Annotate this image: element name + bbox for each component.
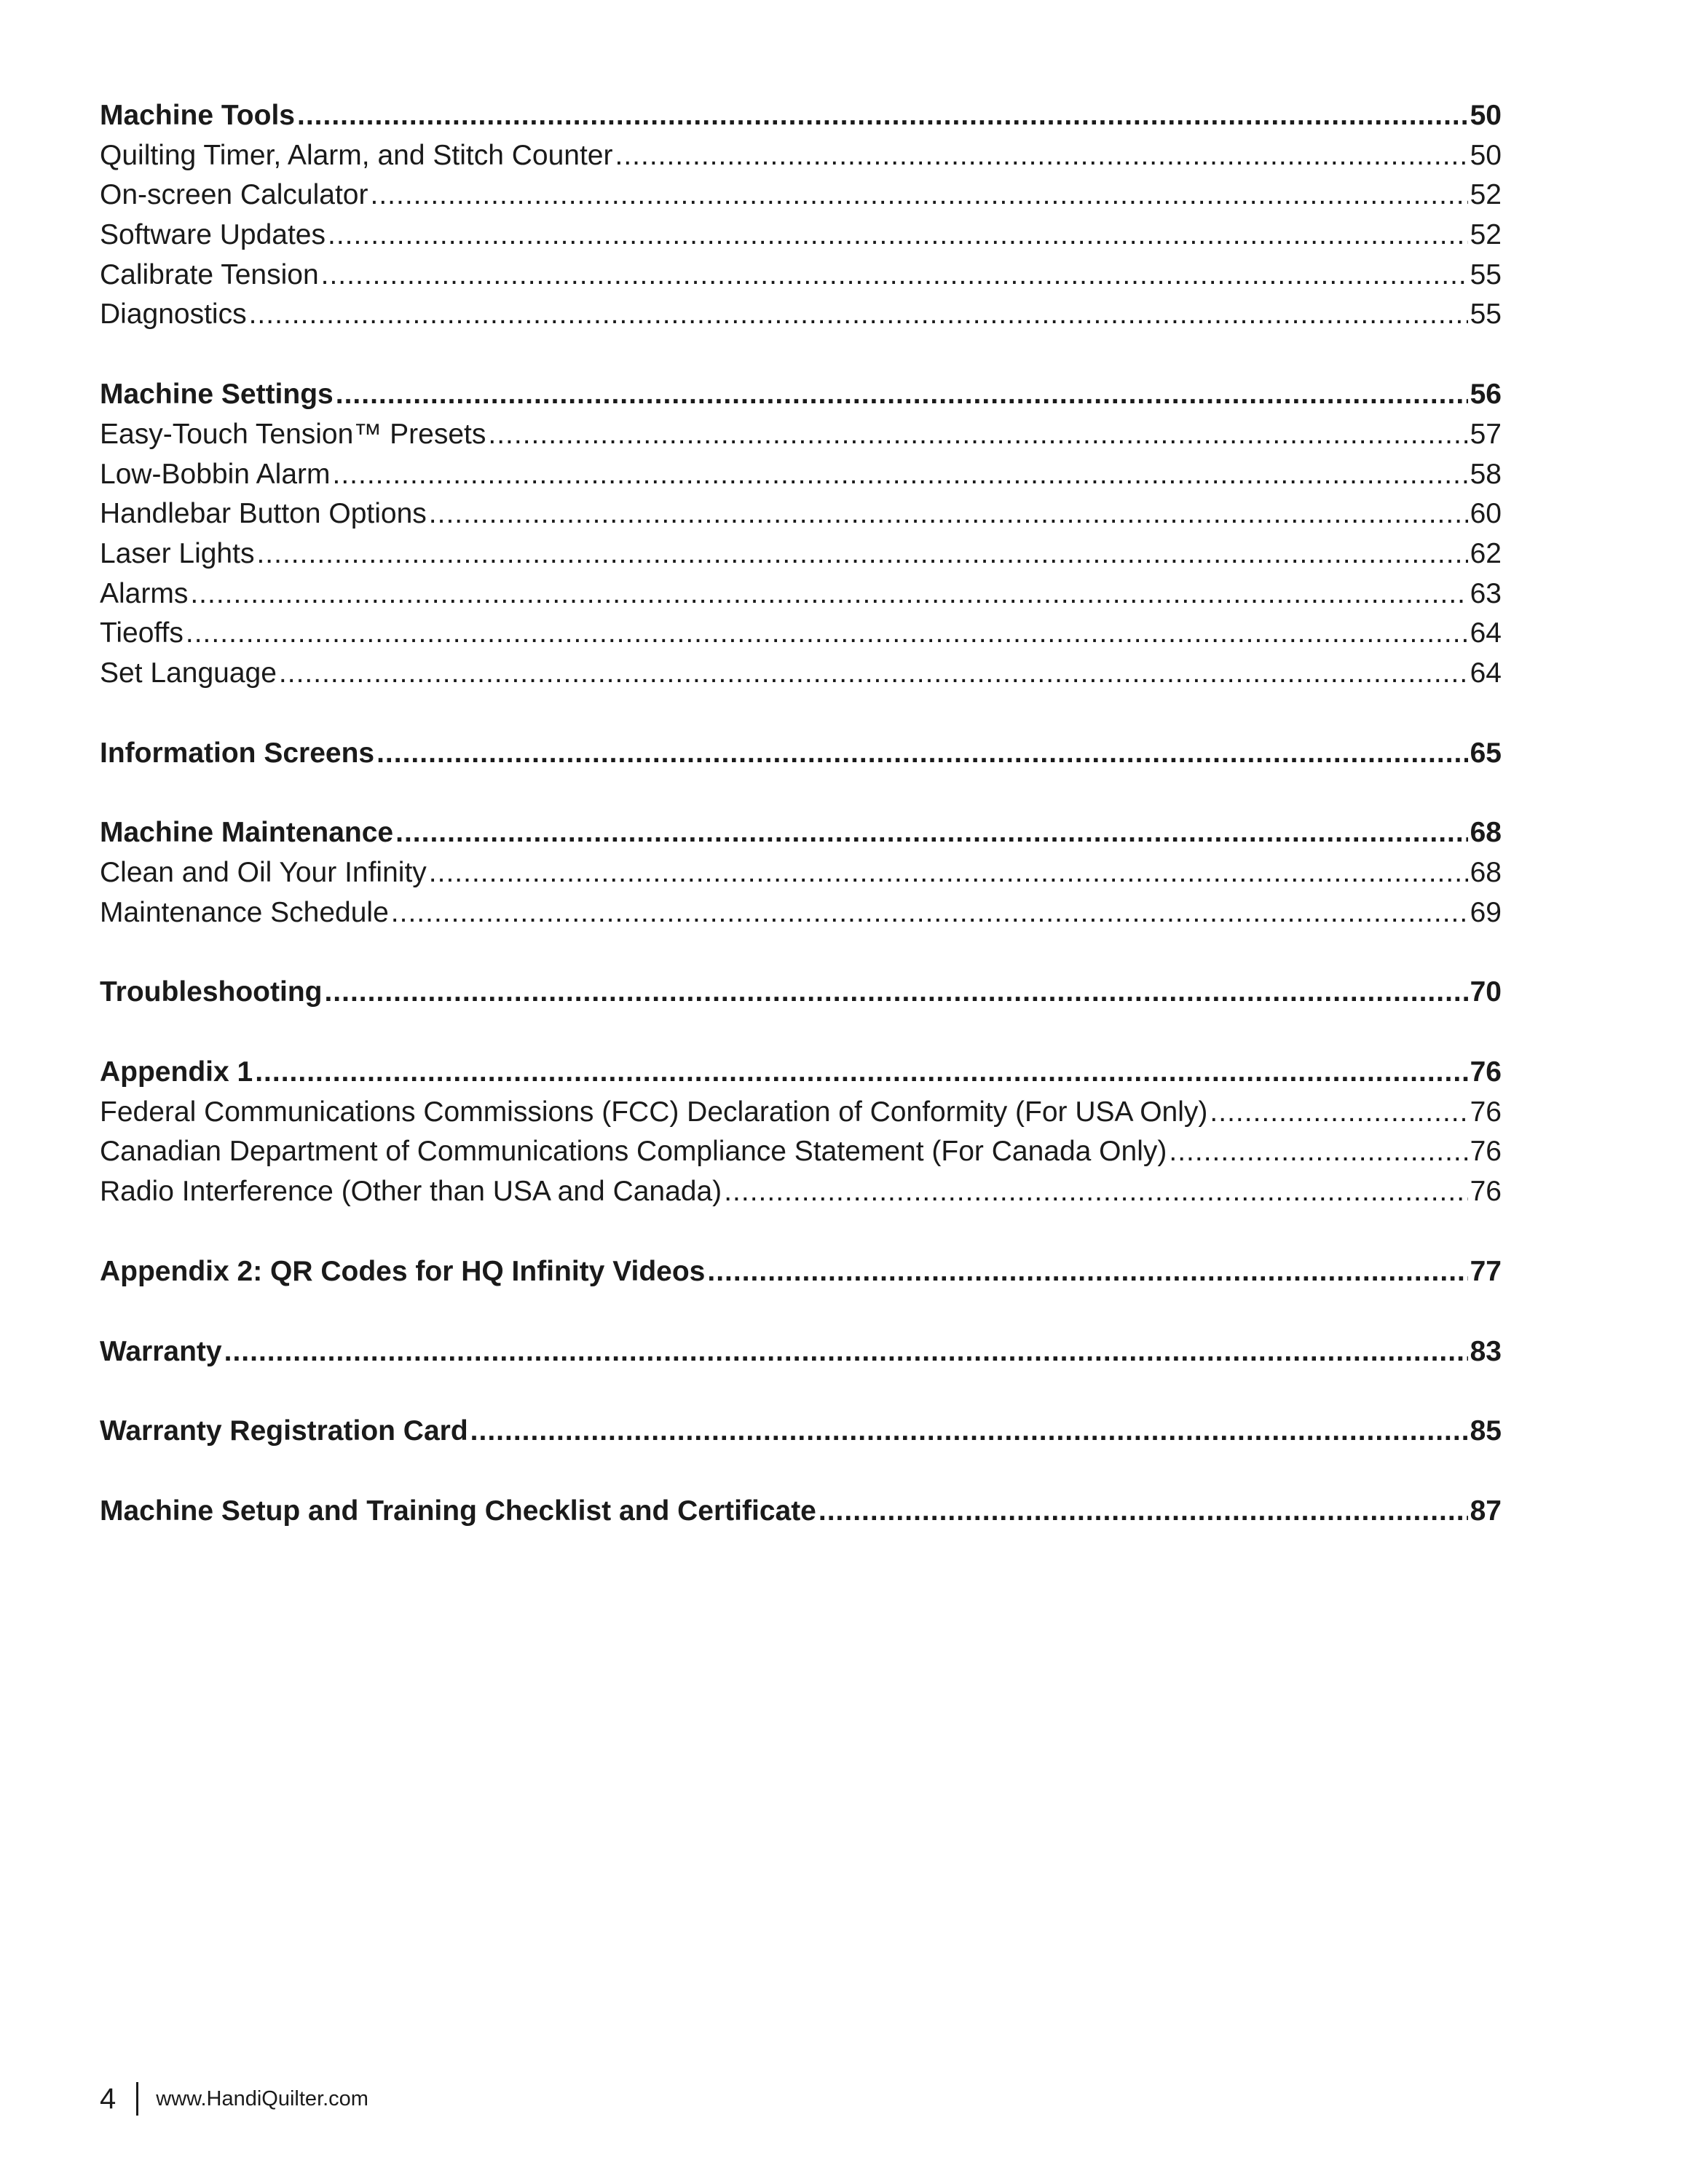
page-number: 4 bbox=[100, 2082, 117, 2115]
toc-entry-title: Software Updates bbox=[100, 219, 326, 251]
toc-entry-page: 68 bbox=[1470, 817, 1502, 849]
dot-leader bbox=[376, 734, 1468, 774]
dot-leader bbox=[1210, 1093, 1467, 1133]
toc-entry-title: Set Language bbox=[100, 657, 277, 689]
toc-heading[interactable] bbox=[100, 734, 1502, 774]
toc-entry-title: Federal Communications Commissions (FCC) Declaration of Conformity (For USA Only) bbox=[100, 1096, 1208, 1128]
table-of-contents bbox=[100, 96, 1502, 1572]
dot-leader bbox=[336, 375, 1468, 415]
toc-entry[interactable] bbox=[100, 654, 1502, 694]
toc-entry-title: Machine Settings bbox=[100, 379, 334, 411]
toc-section bbox=[100, 1053, 1502, 1212]
dot-leader bbox=[224, 1332, 1468, 1372]
toc-heading[interactable] bbox=[100, 813, 1502, 853]
toc-entry-page: 52 bbox=[1470, 219, 1502, 251]
toc-entry-title: Handlebar Button Options bbox=[100, 498, 427, 530]
toc-entry[interactable] bbox=[100, 574, 1502, 614]
toc-entry[interactable] bbox=[100, 295, 1502, 335]
dot-leader bbox=[256, 534, 1467, 574]
toc-entry[interactable] bbox=[100, 1093, 1502, 1133]
toc-entry-page: 83 bbox=[1470, 1335, 1502, 1367]
toc-section bbox=[100, 973, 1502, 1013]
toc-entry-page: 64 bbox=[1470, 657, 1502, 689]
toc-entry-page: 68 bbox=[1470, 857, 1502, 888]
toc-entry-page: 70 bbox=[1470, 976, 1502, 1008]
toc-heading[interactable] bbox=[100, 1332, 1502, 1372]
dot-leader bbox=[324, 973, 1467, 1013]
toc-entry-page: 76 bbox=[1470, 1096, 1502, 1128]
toc-entry-title: Machine Setup and Training Checklist and Certificate bbox=[100, 1495, 816, 1527]
toc-heading[interactable] bbox=[100, 1053, 1502, 1093]
toc-entry-title: Appendix 2: QR Codes for HQ Infinity Videos bbox=[100, 1255, 706, 1287]
toc-entry[interactable] bbox=[100, 455, 1502, 495]
toc-entry[interactable] bbox=[100, 534, 1502, 574]
dot-leader bbox=[255, 1053, 1467, 1093]
toc-entry-title: On-screen Calculator bbox=[100, 179, 368, 211]
toc-entry[interactable] bbox=[100, 256, 1502, 296]
toc-section bbox=[100, 375, 1502, 694]
toc-entry-title: Tieoffs bbox=[100, 617, 184, 649]
page-footer bbox=[100, 2082, 368, 2116]
dot-leader bbox=[470, 1412, 1468, 1452]
dot-leader bbox=[297, 96, 1468, 136]
dot-leader bbox=[1169, 1132, 1467, 1172]
dot-leader bbox=[391, 893, 1468, 933]
toc-entry-page: 76 bbox=[1470, 1056, 1502, 1088]
toc-entry-title: Calibrate Tension bbox=[100, 258, 319, 290]
toc-entry-title: Warranty Registration Card bbox=[100, 1415, 468, 1447]
toc-entry-page: 64 bbox=[1470, 617, 1502, 649]
toc-entry[interactable] bbox=[100, 136, 1502, 176]
toc-entry[interactable] bbox=[100, 853, 1502, 893]
toc-heading[interactable] bbox=[100, 1492, 1502, 1532]
toc-entry-page: 85 bbox=[1470, 1415, 1502, 1447]
dot-leader bbox=[186, 614, 1468, 654]
dot-leader bbox=[328, 215, 1468, 256]
toc-entry-title: Low-Bobbin Alarm bbox=[100, 458, 331, 490]
toc-entry[interactable] bbox=[100, 494, 1502, 534]
toc-entry-page: 87 bbox=[1470, 1495, 1502, 1527]
toc-entry-page: 58 bbox=[1470, 458, 1502, 490]
toc-entry-page: 62 bbox=[1470, 537, 1502, 569]
toc-entry-page: 57 bbox=[1470, 418, 1502, 450]
toc-entry-title: Diagnostics bbox=[100, 298, 247, 331]
dot-leader bbox=[321, 256, 1468, 296]
dot-leader bbox=[429, 494, 1468, 534]
toc-entry-title: Laser Lights bbox=[100, 537, 255, 569]
dot-leader bbox=[395, 813, 1468, 853]
footer-url: www.HandiQuilter.com bbox=[156, 2086, 368, 2110]
toc-entry-page: 55 bbox=[1470, 258, 1502, 290]
toc-entry-title: Machine Maintenance bbox=[100, 817, 394, 849]
toc-entry[interactable] bbox=[100, 1172, 1502, 1212]
toc-entry-title: Alarms bbox=[100, 577, 189, 609]
toc-entry-page: 76 bbox=[1470, 1136, 1502, 1168]
toc-entry-page: 55 bbox=[1470, 298, 1502, 331]
dot-leader bbox=[429, 853, 1468, 893]
dot-leader bbox=[249, 295, 1468, 335]
toc-section bbox=[100, 1252, 1502, 1292]
toc-entry-title: Machine Tools bbox=[100, 100, 295, 131]
toc-entry-page: 52 bbox=[1470, 179, 1502, 211]
toc-entry-title: Canadian Department of Communications Compliance Statement (For Canada Only) bbox=[100, 1136, 1167, 1168]
toc-heading[interactable] bbox=[100, 1252, 1502, 1292]
toc-entry-page: 65 bbox=[1470, 737, 1502, 769]
toc-section bbox=[100, 813, 1502, 933]
toc-entry[interactable] bbox=[100, 175, 1502, 215]
toc-entry-page: 69 bbox=[1470, 896, 1502, 928]
toc-heading[interactable] bbox=[100, 1412, 1502, 1452]
toc-entry[interactable] bbox=[100, 1132, 1502, 1172]
dot-leader bbox=[819, 1492, 1468, 1532]
toc-entry[interactable] bbox=[100, 614, 1502, 654]
dot-leader bbox=[370, 175, 1467, 215]
toc-entry-page: 50 bbox=[1470, 139, 1502, 171]
toc-entry[interactable] bbox=[100, 893, 1502, 933]
toc-entry-title: Maintenance Schedule bbox=[100, 896, 389, 928]
toc-entry-title: Radio Interference (Other than USA and Canada) bbox=[100, 1176, 722, 1208]
dot-leader bbox=[707, 1252, 1467, 1292]
toc-entry-title: Quilting Timer, Alarm, and Stitch Counter bbox=[100, 139, 613, 171]
toc-entry-page: 56 bbox=[1470, 379, 1502, 411]
toc-entry-title: Warranty bbox=[100, 1335, 222, 1367]
dot-leader bbox=[279, 654, 1468, 694]
toc-heading[interactable] bbox=[100, 973, 1502, 1013]
toc-entry-page: 50 bbox=[1470, 100, 1502, 131]
footer-divider bbox=[136, 2082, 138, 2116]
toc-entry[interactable] bbox=[100, 415, 1502, 455]
toc-entry-title: Appendix 1 bbox=[100, 1056, 253, 1088]
dot-leader bbox=[488, 415, 1467, 455]
toc-entry[interactable] bbox=[100, 215, 1502, 256]
toc-heading[interactable] bbox=[100, 96, 1502, 136]
toc-entry-page: 60 bbox=[1470, 498, 1502, 530]
toc-heading[interactable] bbox=[100, 375, 1502, 415]
dot-leader bbox=[333, 455, 1468, 495]
toc-entry-title: Easy-Touch Tension™ Presets bbox=[100, 418, 486, 450]
toc-entry-title: Clean and Oil Your Infinity bbox=[100, 857, 427, 888]
toc-entry-page: 77 bbox=[1470, 1255, 1502, 1287]
toc-entry-page: 76 bbox=[1470, 1176, 1502, 1208]
toc-section bbox=[100, 1332, 1502, 1372]
toc-entry-page: 63 bbox=[1470, 577, 1502, 609]
toc-section bbox=[100, 96, 1502, 335]
dot-leader bbox=[190, 574, 1467, 614]
dot-leader bbox=[724, 1172, 1467, 1212]
toc-section bbox=[100, 1492, 1502, 1532]
toc-entry-title: Information Screens bbox=[100, 737, 375, 769]
toc-section bbox=[100, 1412, 1502, 1452]
dot-leader bbox=[615, 136, 1467, 176]
toc-section bbox=[100, 734, 1502, 774]
toc-entry-title: Troubleshooting bbox=[100, 976, 323, 1008]
